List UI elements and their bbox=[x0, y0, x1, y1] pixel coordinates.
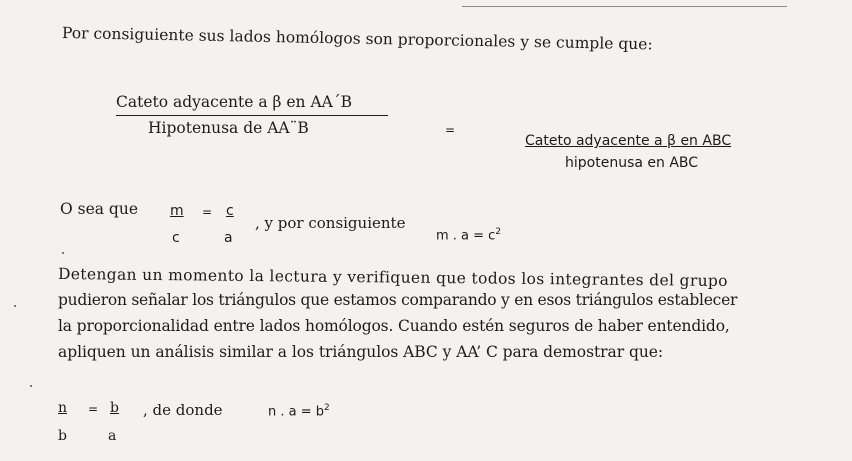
top-rule bbox=[462, 6, 787, 7]
margin-speck bbox=[14, 305, 16, 307]
fraction-c-numerator: c bbox=[226, 203, 234, 219]
product-equation-2 bbox=[268, 403, 330, 419]
product-equation-2-base: n . a = b bbox=[268, 404, 325, 420]
instruction-paragraph bbox=[58, 261, 848, 365]
product-equation-1-base: m . a = c bbox=[436, 228, 496, 244]
fraction-n-denominator: b bbox=[58, 428, 67, 444]
o-sea-que-label: O sea que bbox=[60, 200, 139, 218]
ratio-equals-sign: = bbox=[445, 123, 456, 137]
product-equation-2-exponent: 2 bbox=[324, 403, 330, 413]
right-ratio-denominator: hipotenusa en ABC bbox=[565, 155, 699, 171]
de-donde-text: , de donde bbox=[143, 401, 223, 419]
left-ratio-bar bbox=[116, 115, 388, 116]
left-ratio-numerator: Cateto adyacente a β en AA´B bbox=[116, 93, 352, 111]
margin-speck bbox=[62, 252, 64, 254]
fraction-b-denominator: a bbox=[108, 428, 117, 444]
fraction-equals-sign: = bbox=[202, 205, 213, 219]
fraction-equals-sign: = bbox=[88, 402, 99, 416]
product-equation-1-exponent: 2 bbox=[495, 227, 502, 237]
margin-speck bbox=[30, 385, 32, 387]
paragraph-line: Detengan un momento la lectura y verifiquen que todos los integrantes del grupo bbox=[57, 265, 729, 291]
paragraph-line: la proporcionalidad entre lados homólogos. Cuando estén seguros de haber entendido, bbox=[58, 317, 730, 335]
right-ratio-numerator: Cateto adyacente a β en ABC bbox=[525, 133, 732, 149]
fraction-m-numerator: m bbox=[170, 203, 184, 219]
paragraph-line: pudieron señalar los triángulos que estamos comparando y en esos triángulos establecer bbox=[58, 291, 738, 309]
fraction-c-denominator: a bbox=[224, 230, 233, 246]
consequence-text: , y por consiguiente bbox=[255, 214, 406, 232]
fraction-m-denominator: c bbox=[172, 230, 180, 246]
left-ratio-denominator: Hipotenusa de AA¨B bbox=[148, 119, 309, 137]
fraction-b-numerator: b bbox=[110, 400, 119, 416]
paragraph-line: apliquen un análisis similar a los triángulos ABC y AA’ C para demostrar que: bbox=[58, 343, 664, 361]
product-equation-1 bbox=[436, 227, 501, 243]
intro-sentence: Por consiguiente sus lados homólogos son proporcionales y se cumple que: bbox=[61, 24, 653, 54]
fraction-n-numerator: n bbox=[58, 400, 68, 416]
